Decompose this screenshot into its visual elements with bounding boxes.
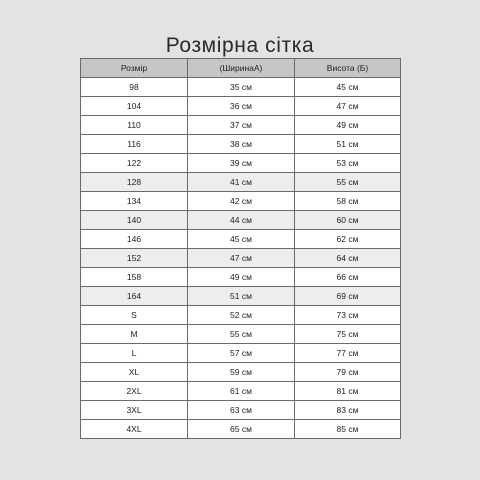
table-row xyxy=(81,306,401,325)
cell-width: 57 см xyxy=(188,344,295,363)
cell-height: 79 см xyxy=(295,363,401,382)
cell-size: 134 xyxy=(81,192,188,211)
cell-height: 55 см xyxy=(295,173,401,192)
cell-height: 73 см xyxy=(295,306,401,325)
cell-width: 52 см xyxy=(188,306,295,325)
cell-height: 81 см xyxy=(295,382,401,401)
table-row xyxy=(81,230,401,249)
cell-width: 55 см xyxy=(188,325,295,344)
header-width: (ШиринаА) xyxy=(188,59,295,78)
cell-height: 45 см xyxy=(295,78,401,97)
table-row xyxy=(81,420,401,439)
cell-size: 110 xyxy=(81,116,188,135)
cell-height: 60 см xyxy=(295,211,401,230)
cell-size: 122 xyxy=(81,154,188,173)
cell-size: 3XL xyxy=(81,401,188,420)
cell-height: 69 см xyxy=(295,287,401,306)
cell-width: 45 см xyxy=(188,230,295,249)
table-row xyxy=(81,78,401,97)
cell-height: 77 см xyxy=(295,344,401,363)
cell-width: 37 см xyxy=(188,116,295,135)
cell-width: 65 см xyxy=(188,420,295,439)
cell-size: 140 xyxy=(81,211,188,230)
cell-width: 59 см xyxy=(188,363,295,382)
table-row xyxy=(81,249,401,268)
cell-size: 98 xyxy=(81,78,188,97)
cell-height: 75 см xyxy=(295,325,401,344)
size-chart-table xyxy=(80,58,401,439)
cell-size: 164 xyxy=(81,287,188,306)
table-row xyxy=(81,154,401,173)
table-row xyxy=(81,192,401,211)
cell-size: 116 xyxy=(81,135,188,154)
cell-width: 41 см xyxy=(188,173,295,192)
cell-width: 47 см xyxy=(188,249,295,268)
cell-size: 4XL xyxy=(81,420,188,439)
cell-width: 38 см xyxy=(188,135,295,154)
cell-width: 49 см xyxy=(188,268,295,287)
table-row xyxy=(81,173,401,192)
table-row xyxy=(81,401,401,420)
table-row xyxy=(81,116,401,135)
cell-height: 62 см xyxy=(295,230,401,249)
table-row xyxy=(81,325,401,344)
cell-height: 49 см xyxy=(295,116,401,135)
table-row xyxy=(81,268,401,287)
page-title: Розмірна сітка xyxy=(165,34,315,57)
cell-size: 104 xyxy=(81,97,188,116)
cell-size: S xyxy=(81,306,188,325)
cell-width: 61 см xyxy=(188,382,295,401)
cell-width: 39 см xyxy=(188,154,295,173)
cell-width: 42 см xyxy=(188,192,295,211)
cell-size: 152 xyxy=(81,249,188,268)
cell-height: 58 см xyxy=(295,192,401,211)
cell-height: 51 см xyxy=(295,135,401,154)
table-row xyxy=(81,382,401,401)
table-row xyxy=(81,344,401,363)
cell-size: 146 xyxy=(81,230,188,249)
cell-size: 158 xyxy=(81,268,188,287)
cell-height: 64 см xyxy=(295,249,401,268)
table-header-row xyxy=(81,59,401,78)
cell-width: 36 см xyxy=(188,97,295,116)
cell-size: 128 xyxy=(81,173,188,192)
cell-width: 63 см xyxy=(188,401,295,420)
cell-height: 85 см xyxy=(295,420,401,439)
cell-size: M xyxy=(81,325,188,344)
cell-size: 2XL xyxy=(81,382,188,401)
cell-width: 51 см xyxy=(188,287,295,306)
cell-height: 66 см xyxy=(295,268,401,287)
cell-height: 53 см xyxy=(295,154,401,173)
table-row xyxy=(81,211,401,230)
table-row xyxy=(81,287,401,306)
cell-height: 47 см xyxy=(295,97,401,116)
cell-size: XL xyxy=(81,363,188,382)
cell-size: L xyxy=(81,344,188,363)
table-row xyxy=(81,135,401,154)
table-row xyxy=(81,363,401,382)
table-row xyxy=(81,97,401,116)
header-height: Висота (Б) xyxy=(295,59,401,78)
header-size: Розмір xyxy=(81,59,188,78)
cell-width: 35 см xyxy=(188,78,295,97)
cell-width: 44 см xyxy=(188,211,295,230)
cell-height: 83 см xyxy=(295,401,401,420)
